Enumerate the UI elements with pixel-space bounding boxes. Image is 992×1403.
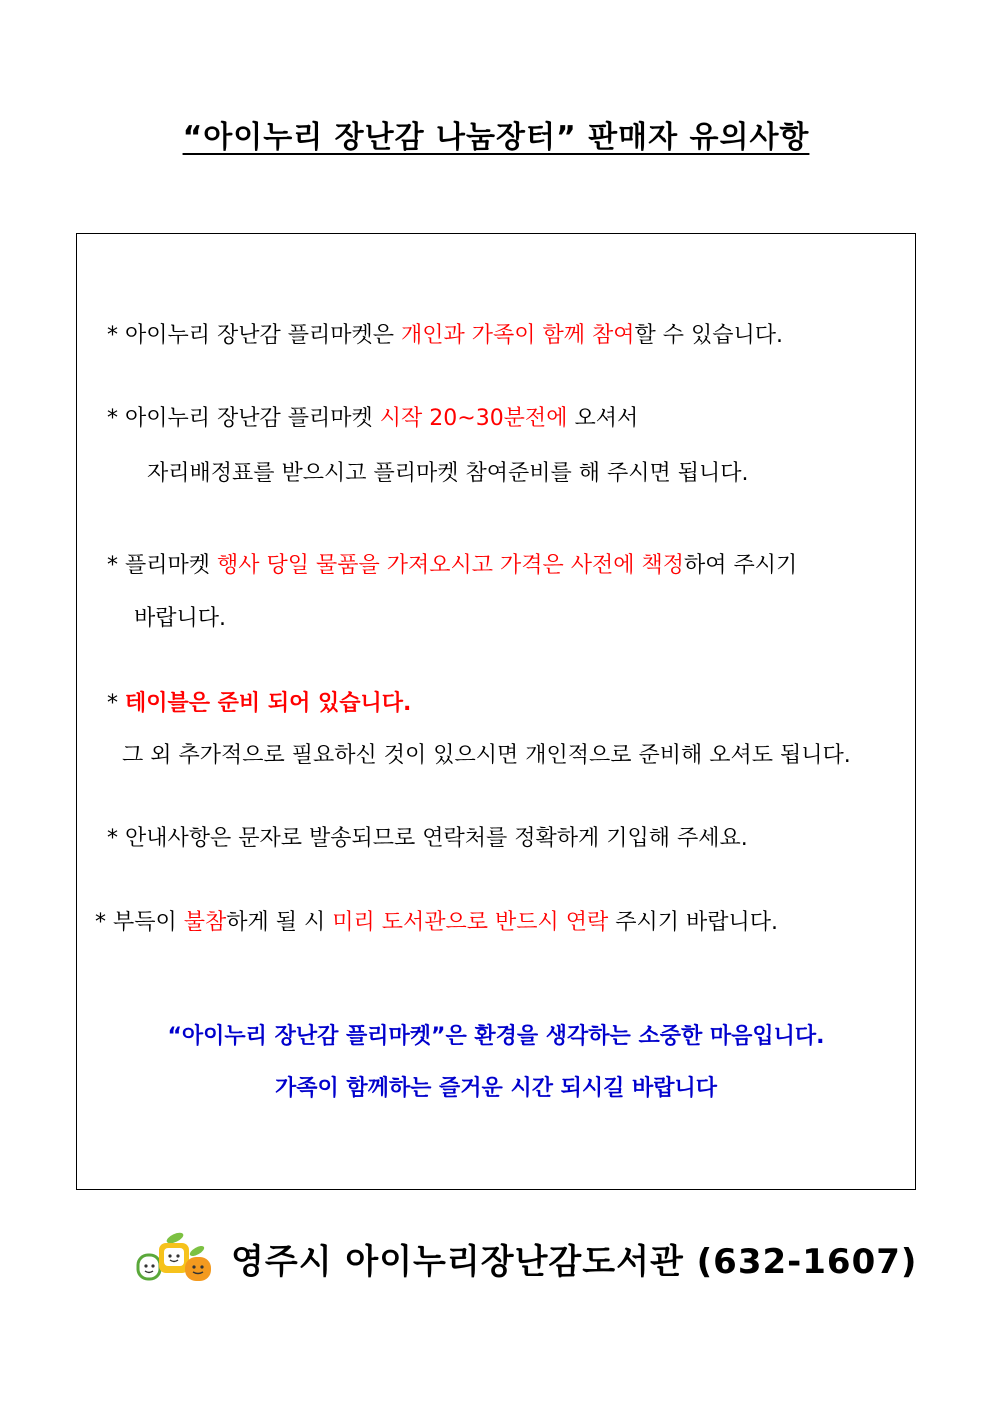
notice-text: 아이누리 장난감 플리마켓 <box>125 406 380 431</box>
page-title-text: “아이누리 장난감 나눔장터” 판매자 유의사항 <box>182 120 810 155</box>
bullet: * <box>107 406 118 431</box>
notice-highlight: 행사 당일 물품을 가져오시고 가격은 사전에 책정 <box>217 553 685 578</box>
notice-text: 부득이 <box>113 910 184 935</box>
notice-tables <box>107 689 411 719</box>
notice-tables-continued: 그 외 추가적으로 필요하신 것이 있으시면 개인적으로 준비해 오셔도 됩니다. <box>122 743 851 768</box>
bullet: * <box>107 323 118 348</box>
notice-items-pricing-continued: 바랍니다. <box>134 606 227 631</box>
bullet: * <box>107 691 118 716</box>
notice-highlight: 시작 20~30분전에 <box>379 406 568 431</box>
notice-highlight: 테이블은 준비 되어 있습니다. <box>125 691 412 716</box>
notice-text: 주시기 바랍니다. <box>608 910 779 935</box>
notice-text: 플리마켓 <box>125 553 218 578</box>
notice-text: 하게 될 시 <box>226 910 333 935</box>
library-name: 영주시 아이누리장난감도서관 (632-1607) <box>231 1241 918 1282</box>
notice-highlight: 미리 도서관으로 반드시 연락 <box>332 910 609 935</box>
page-title <box>0 112 992 156</box>
notice-text: 하여 주시기 <box>684 553 798 578</box>
bullet: * <box>107 553 118 578</box>
notice-text: 안내사항은 문자로 발송되므로 연락처를 정확하게 기입해 주세요. <box>125 826 748 851</box>
notice-contact-info <box>107 824 748 854</box>
notice-highlight: 개인과 가족이 함께 참여 <box>401 323 635 348</box>
notice-participation <box>107 321 783 351</box>
notice-arrival-time <box>107 404 638 434</box>
notice-text: 아이누리 장난감 플리마켓은 <box>125 323 402 348</box>
notice-highlight: 불참 <box>183 910 227 935</box>
notice-text: 할 수 있습니다. <box>634 323 784 348</box>
notice-items-pricing <box>107 551 797 581</box>
library-logo-icon <box>135 1229 217 1287</box>
closing-line-1: “아이누리 장난감 플리마켓”은 환경을 생각하는 소중한 마음입니다. <box>167 1024 825 1049</box>
bullet: * <box>95 910 106 935</box>
notice-arrival-time-continued: 자리배정표를 받으시고 플리마켓 참여준비를 해 주시면 됩니다. <box>147 461 749 486</box>
notice-absence <box>95 908 778 938</box>
notice-text: 오셔서 <box>567 406 639 431</box>
footer <box>135 1228 917 1288</box>
closing-line-2: 가족이 함께하는 즐거운 시간 되시길 바랍니다 <box>274 1076 718 1101</box>
notice-box <box>76 233 916 1190</box>
bullet: * <box>107 826 118 851</box>
